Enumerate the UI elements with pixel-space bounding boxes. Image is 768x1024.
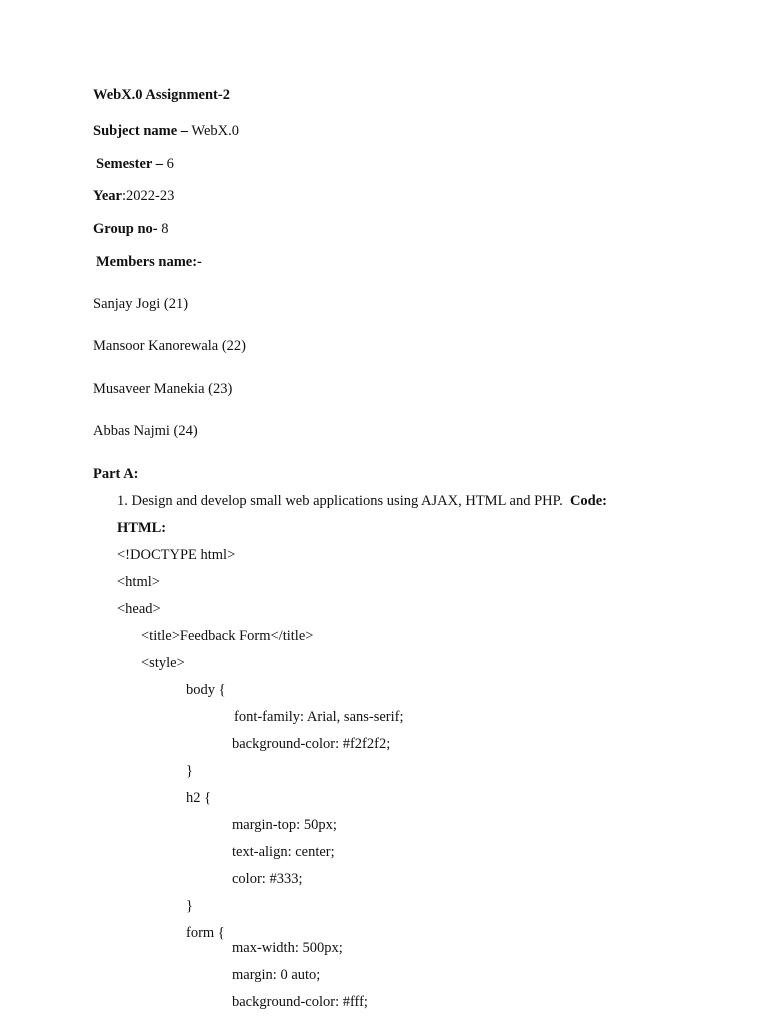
group-line [93,220,168,238]
member-item: Mansoor Kanorewala (22) [93,338,247,354]
task-text: Design and develop small web applications using AJAX, HTML and PHP. [131,493,563,509]
code-line: font-family: Arial, sans-serif; [234,709,404,725]
code-line: h2 { [186,790,212,806]
code-line: } [186,898,193,914]
member-item: Abbas Najmi (24) [93,423,198,439]
year-value: :2022-23 [122,188,175,204]
group-label: Group no- [93,221,158,237]
code-line: body { [186,682,226,698]
code-line: form { [186,925,225,941]
code-line: text-align: center; [232,844,335,860]
subject-value: WebX.0 [188,123,239,139]
semester-line [96,155,174,173]
semester-value: 6 [162,156,174,172]
code-line: color: #333; [232,871,303,887]
semester-label: Semester – [96,156,163,172]
year-line [93,187,174,205]
code-line: <style> [141,655,185,671]
group-value: 8 [157,221,169,237]
code-label: Code: [569,493,608,509]
member-item: Sanjay Jogi (21) [93,296,189,312]
code-line: <head> [117,601,161,617]
code-line: } [186,763,193,779]
code-line: margin-top: 50px; [232,817,337,833]
members-heading: Members name:- [96,254,202,270]
document-title: WebX.0 Assignment-2 [93,87,230,103]
task-item [117,492,607,510]
code-line: max-width: 500px; [232,940,343,956]
task-number: 1. [117,493,128,509]
code-line: <title>Feedback Form</title> [141,628,314,644]
part-heading: Part A: [93,466,139,482]
year-label: Year [93,188,122,204]
code-line: background-color: #f2f2f2; [232,736,391,752]
html-heading: HTML: [117,520,167,536]
code-line: margin: 0 auto; [232,967,321,983]
code-line: background-color: #fff; [232,994,368,1010]
code-line: <!DOCTYPE html> [117,547,236,563]
subject-line [93,122,239,140]
subject-label: Subject name – [93,123,189,139]
code-line: <html> [117,574,160,590]
member-item: Musaveer Manekia (23) [93,381,233,397]
